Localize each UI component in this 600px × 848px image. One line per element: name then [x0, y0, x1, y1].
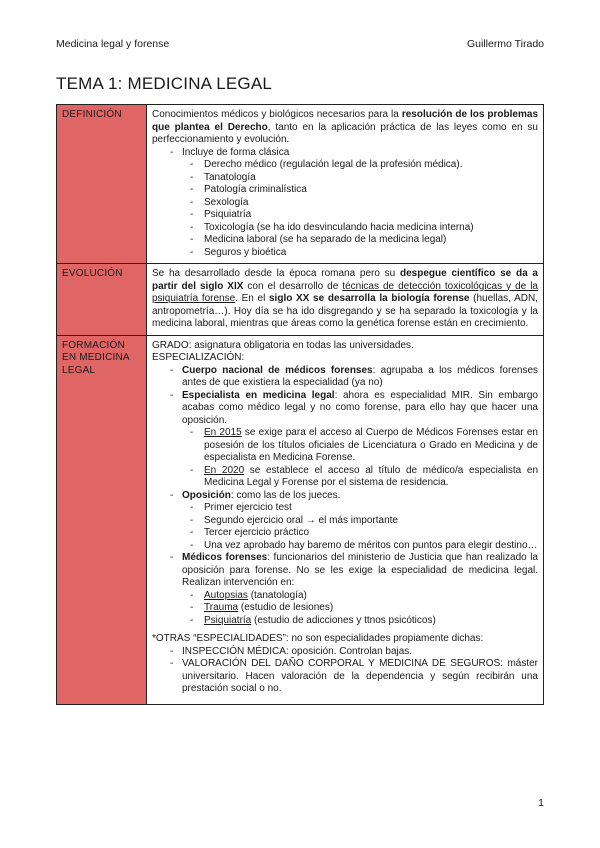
text: Incluye de forma clásica	[182, 146, 290, 158]
text: Derecho médico (regulación legal de la profesión médica).	[204, 159, 463, 170]
dash-marker: -	[190, 196, 194, 208]
dash-marker: -	[170, 489, 174, 501]
bold-text: resolución de los problemas que plantea el Derecho	[152, 109, 539, 133]
list-item	[152, 222, 538, 235]
underlined-text: Trauma	[204, 602, 239, 613]
text: se exige para el acceso al Cuerpo de Médicos Forenses estar en posesión de los títulos oficiales de Licenciatura o Grado en Medicina y de especialista en Medicina Forense.	[204, 427, 538, 463]
content-evolucion	[147, 264, 544, 336]
underlined-text: Psiquiatría	[204, 614, 252, 626]
list-item	[152, 465, 538, 490]
text: VALORACIÓN DEL DAÑO CORPORAL Y MEDICINA DE SEGUROS: máster universitario. Hacen valoración de la dependencia y según recibirán una prestación social o no.	[182, 658, 538, 694]
dash-marker: -	[190, 527, 194, 538]
underlined-text: En 2015	[204, 427, 242, 438]
text: con el desarrollo de	[243, 280, 343, 292]
list-item	[152, 159, 538, 172]
list-item	[152, 527, 538, 540]
list-item	[152, 490, 538, 503]
dash-marker: -	[190, 514, 194, 526]
text: Tercer ejercicio práctico	[204, 527, 310, 538]
page-title: TEMA 1: MEDICINA LEGAL	[56, 74, 273, 93]
list-item	[152, 427, 538, 465]
page-number: 1	[538, 797, 544, 809]
row-formacion	[57, 335, 544, 704]
content-definicion	[147, 105, 544, 264]
list-item	[152, 540, 538, 553]
list-item	[152, 502, 538, 515]
text: Toxicología (se ha ido desvinculando hacia medicina interna)	[204, 221, 474, 233]
text: INSPECCIÓN MÉDICA: oposición. Controlan bajas.	[182, 645, 413, 657]
dash-marker: -	[190, 184, 194, 195]
list-item	[152, 247, 538, 260]
dash-marker: -	[170, 552, 174, 563]
dash-marker: -	[190, 502, 194, 513]
bold-text: Médicos forenses	[182, 552, 268, 563]
dash-marker: -	[190, 614, 194, 626]
underlined-text: técnicas de detección toxicológicas y de la psiquiatría forense	[152, 280, 538, 304]
list-item	[152, 602, 538, 615]
list-item	[152, 552, 538, 590]
text: . En el	[235, 293, 269, 304]
text: : ahora es especialidad MIR. Sin embargo acabas como médico legal y no como forense, para ello hay que hacer una oposición.	[182, 389, 538, 426]
dash-marker: -	[190, 464, 194, 476]
row-evolucion	[57, 264, 544, 336]
text: Tanatología	[204, 171, 256, 183]
text: : funcionarios del ministerio de Justicia que han realizado la oposición para forense. No se les exige la especialidad de medicina legal. Realizan intervención en:	[182, 552, 538, 588]
dash-marker: -	[190, 602, 194, 613]
bold-text: Oposición	[182, 489, 231, 501]
underlined-text: Autopsias	[204, 589, 248, 601]
text: : agrupaba a los médicos forenses antes de que existiera la especialidad (ya no)	[182, 364, 538, 388]
text: (huellas, ADN, antropometría…). Hoy día se ha ido disgregando y se ha separado la toxicología y la medicina laboral, mientras que áreas como la genética forense están en crecimiento.	[152, 293, 538, 329]
text: Conocimientos médicos y biológicos necesarios para la	[152, 109, 402, 120]
dash-marker: -	[190, 234, 194, 245]
list-item	[152, 515, 538, 528]
list-item	[152, 147, 538, 160]
header-right: Guillermo Tirado	[466, 38, 544, 50]
text: Segundo ejercicio oral → el más importante	[204, 514, 398, 526]
list-item	[152, 209, 538, 222]
content-table	[56, 104, 544, 705]
list-item	[152, 646, 538, 659]
otras-line: *OTRAS “ESPECIALIDADES”: no son especialidades propiamente dichas:	[152, 633, 484, 644]
text: Patología criminalística	[204, 184, 307, 195]
dash-marker: -	[190, 427, 194, 438]
dash-marker: -	[170, 658, 174, 669]
text: Sexología	[204, 196, 249, 208]
label-definicion: DEFINICIÓN	[57, 105, 147, 264]
definicion-paragraph	[152, 109, 538, 147]
dash-marker: -	[170, 389, 174, 401]
text: Una vez aprobado hay baremo de méritos con puntos para elegir destino…	[204, 539, 538, 551]
dash-marker: -	[190, 539, 194, 551]
text: Psiquiatría	[204, 209, 252, 220]
dash-marker: -	[190, 589, 194, 601]
dash-marker: -	[170, 146, 174, 158]
text: Seguros y bioética	[204, 246, 287, 258]
header-left: Medicina legal y forense	[56, 38, 170, 50]
grado-line: GRADO: asignatura obligatoria en todas las universidades.	[152, 339, 414, 351]
bold-text: Especialista en medicina legal	[182, 389, 335, 401]
dash-marker: -	[190, 159, 194, 170]
text: Medicina laboral (se ha separado de la medicina legal)	[204, 234, 447, 245]
dash-marker: -	[170, 645, 174, 657]
content-formacion	[147, 335, 544, 704]
list-item	[152, 658, 538, 696]
dash-marker: -	[190, 209, 194, 220]
evolucion-paragraph	[152, 268, 538, 331]
text: (estudio de lesiones)	[238, 602, 334, 613]
bold-text: despegue científico se da a partir del siglo XIX	[152, 268, 538, 292]
label-formacion: FORMACIÓN EN MEDICINA LEGAL	[57, 335, 147, 704]
list-item	[152, 390, 538, 428]
list-item	[152, 590, 538, 603]
text: Se ha desarrollado desde la época romana pero su	[152, 268, 401, 279]
text: (tanatología)	[247, 589, 307, 601]
text: se establece el acceso al título de médico/a especialista en Medicina Legal y Forense por el sistema de residencia.	[204, 464, 539, 488]
text: : como las de los jueces.	[230, 489, 341, 501]
list-item	[152, 234, 538, 247]
bold-text: Cuerpo nacional de médicos forenses	[182, 364, 373, 376]
list-item	[152, 184, 538, 197]
text: , tanto en la aplicación práctica de las leyes como en su perfeccionamiento y evolución.	[152, 121, 538, 145]
dash-marker: -	[170, 364, 174, 376]
list-item	[152, 615, 538, 628]
list-item	[152, 197, 538, 210]
row-definicion	[57, 105, 544, 264]
list-item	[152, 365, 538, 390]
text: (estudio de adicciones y ttnos psicóticos)	[251, 614, 436, 626]
underlined-text: En 2020	[204, 464, 245, 476]
list-item	[152, 172, 538, 185]
label-evolucion: EVOLUCIÓN	[57, 264, 147, 336]
dash-marker: -	[190, 221, 194, 233]
text: Primer ejercicio test	[204, 502, 292, 513]
bold-text: siglo XX se desarrolla la biología forense	[269, 293, 470, 304]
dash-marker: -	[190, 246, 194, 258]
especializacion-line: ESPECIALIZACIÓN:	[152, 352, 245, 363]
dash-marker: -	[190, 171, 194, 183]
